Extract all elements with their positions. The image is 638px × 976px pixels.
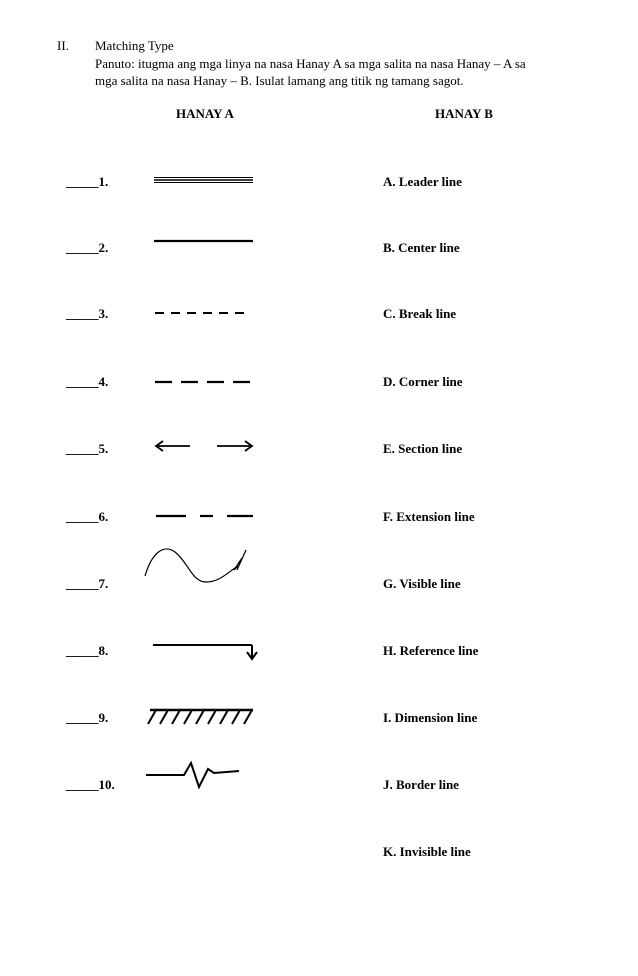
choice-g: G. Visible line	[383, 576, 461, 591]
item-number-8: _____8.	[66, 643, 109, 658]
section-title: Matching Type	[95, 38, 174, 53]
center-line-icon	[142, 493, 258, 539]
choice-d: D. Corner line	[383, 374, 463, 389]
item-number-6: _____6.	[66, 509, 109, 524]
border-line-icon	[142, 156, 258, 202]
choice-b: B. Center line	[383, 240, 460, 255]
item-number-9: _____9.	[66, 710, 109, 725]
instructions-line-1: Panuto: itugma ang mga linya na nasa Hanay A sa mga salita na nasa Hanay – A sa	[95, 56, 526, 71]
visible-line-icon	[142, 218, 258, 264]
break-line-icon	[142, 749, 258, 795]
item-number-7: _____7.	[66, 576, 109, 591]
item-number-3: _____3.	[66, 306, 109, 321]
column-a-header: HANAY A	[176, 106, 234, 121]
leader-line-icon	[142, 544, 258, 590]
choice-j: J. Border line	[383, 777, 459, 792]
choice-e: E. Section line	[383, 441, 463, 456]
section-number: II.	[57, 38, 69, 53]
item-number-5: _____5.	[66, 441, 109, 456]
dimension-line-icon	[142, 422, 258, 468]
item-number-2: _____2.	[66, 240, 109, 255]
choice-c: C. Break line	[383, 306, 457, 321]
choice-h: H. Reference line	[383, 643, 479, 658]
instructions-line-2: mga salita na nasa Hanay – B. Isulat lamang ang titik ng tamang sagot.	[95, 73, 464, 88]
reference-line-icon	[142, 625, 258, 671]
choice-a: A. Leader line	[383, 174, 462, 189]
instructions	[95, 55, 595, 89]
choice-k: K. Invisible line	[383, 844, 471, 859]
section-line-icon	[142, 358, 258, 404]
choice-i: I. Dimension line	[383, 710, 478, 725]
invisible-line-icon	[142, 290, 258, 336]
hatched-line-icon	[142, 693, 258, 739]
item-number-10: _____10.	[66, 777, 115, 792]
choice-f: F. Extension line	[383, 509, 475, 524]
item-number-4: _____4.	[66, 374, 109, 389]
item-number-1: _____1.	[66, 174, 109, 189]
column-b-header: HANAY B	[435, 106, 493, 121]
